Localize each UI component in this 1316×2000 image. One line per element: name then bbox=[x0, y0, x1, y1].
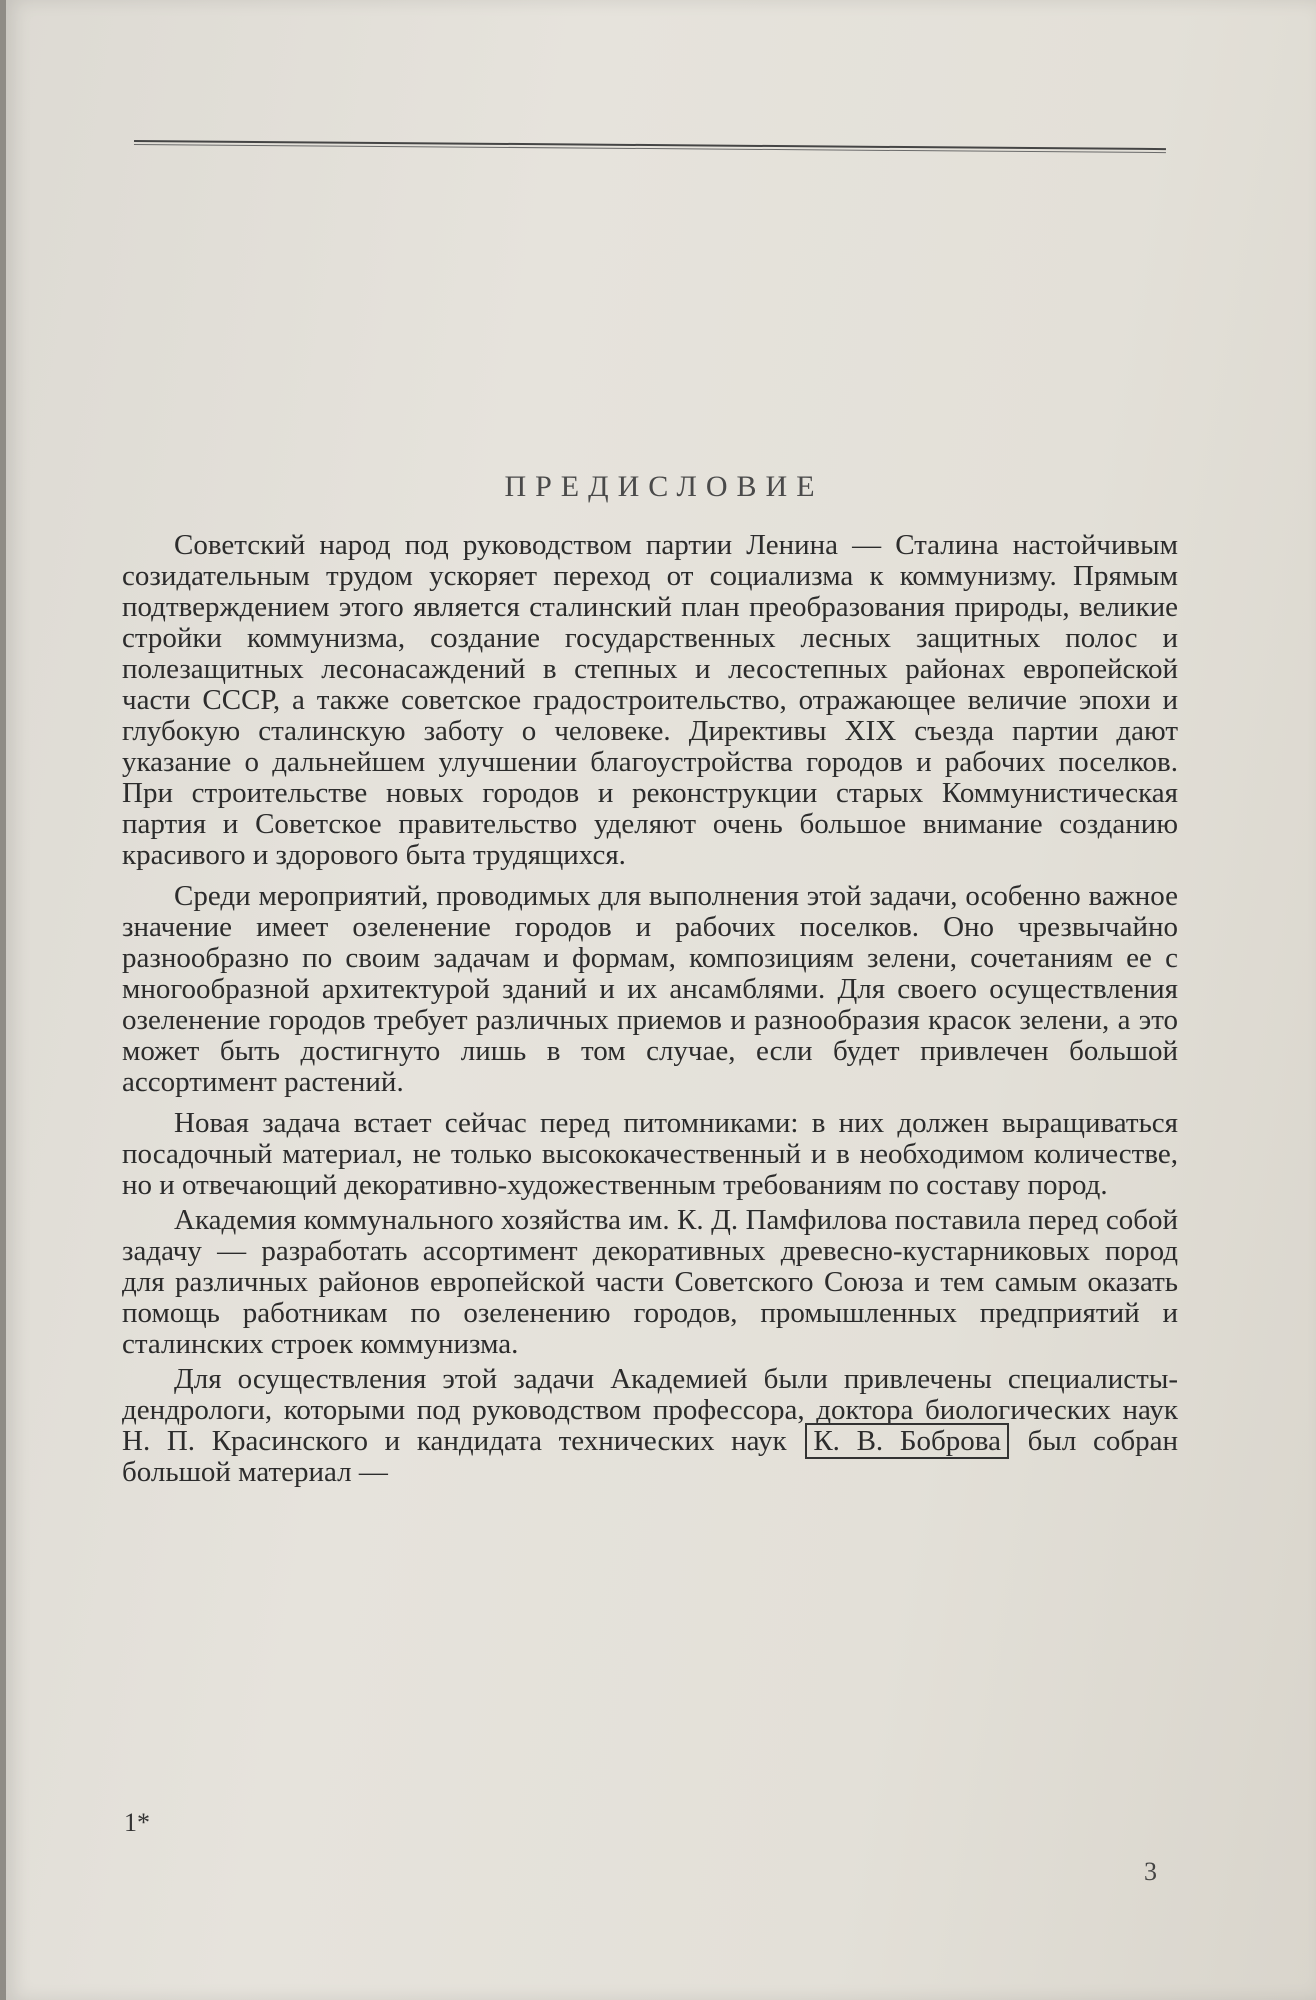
boxed-name: К. В. Боброва bbox=[805, 1423, 1009, 1459]
signature-mark: 1* bbox=[124, 1808, 150, 1837]
paragraph-3: Новая задача встает сейчас перед питомниками: в них должен выращиваться посадочный материал, не только высококачественный и в необходимом количестве, но и отвечающий декоративно-художественным требованиям по составу пород. bbox=[122, 1107, 1178, 1201]
paragraph-5 bbox=[122, 1364, 1178, 1488]
paragraph-4: Академия коммунального хозяйства им. К. Д. Памфилова поставила перед собой задачу — разработать ассортимент декоративных древесно-кустарниковых пород для различных районов европейской части Советского Союза и тем самым оказать помощь работникам по озеленению городов, промышленных предприятий и сталинских строек коммунизма. bbox=[122, 1204, 1178, 1360]
page-number: 3 bbox=[1144, 1857, 1157, 1886]
book-page bbox=[6, 0, 1316, 2000]
paragraph-5-start: Для осуществления этой задачи Академией были привлечены специалисты-дендрологи, которыми под руководством профессора, доктора биологических наук Н. П. Красинского и кандидата технических наук bbox=[122, 1363, 1178, 1457]
paragraph-5-end: был собран большой материал — bbox=[122, 1425, 1179, 1488]
paragraph-2: Среди мероприятий, проводимых для выполнения этой задачи, особенно важное значение имеет озеленение городов и рабочих поселков. Оно чрезвычайно разнообразно по своим задачам и формам, композициям зелени, сочетаниям ее с многообразной архитектурой зданий и их ансамблями. Для своего осуществления озеленение городов требует различных приемов и разнообразия красок зелени, а это может быть достигнуто лишь в том случае, если будет привлечен большой ассортимент растений. bbox=[122, 880, 1178, 1098]
body-text bbox=[122, 530, 1178, 1492]
header-rule bbox=[134, 140, 1166, 153]
paragraph-1: Советский народ под руководством партии Ленина — Сталина настойчивым созидательным трудом ускоряет переход от социализма к коммунизму. Прямым подтверждением этого является сталинский план преобразования природы, великие стройки коммунизма, создание государственных лесных защитных полос и полезащитных лесонасаждений в степных и лесостепных районах европейской части СССР, а также советское градостроительство, отражающее величие эпохи и глубокую сталинскую заботу о человеке. Директивы XIX съезда партии дают указание о дальнейшем улучшении благоустройства городов и рабочих поселков. При строительстве новых городов и реконструкции старых Коммунистическая партия и Советское правительство уделяют очень большое внимание созданию красивого и здорового быта трудящихся. bbox=[122, 529, 1178, 871]
page-title: ПРЕДИСЛОВИЕ bbox=[504, 470, 824, 503]
